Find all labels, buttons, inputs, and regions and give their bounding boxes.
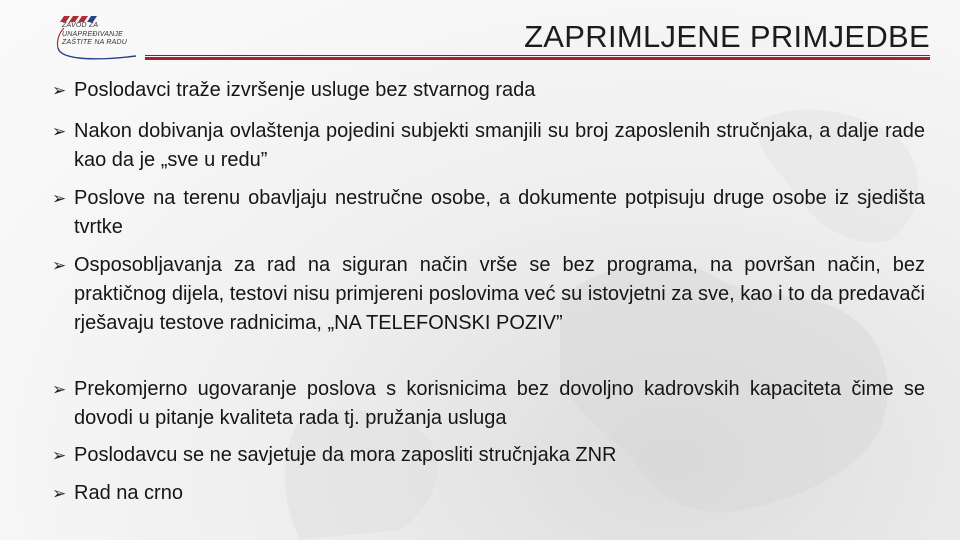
institute-logo: [56, 16, 138, 62]
bullet-text: Poslove na terenu obavljaju nestručne osobe, a dokumente potpisuju druge osobe iz sjedišta tvrtke: [74, 187, 925, 238]
arrow-bullet-icon: ➢: [52, 446, 67, 465]
arrow-bullet-icon: ➢: [52, 380, 67, 399]
list-item: [52, 441, 925, 470]
page-title: ZAPRIMLJENE PRIMJEDBE: [524, 19, 930, 54]
arrow-bullet-icon: ➢: [52, 256, 67, 275]
list-item: [52, 117, 925, 175]
arrow-bullet-icon: ➢: [52, 189, 67, 208]
list-item: [52, 251, 925, 338]
title-underline: [145, 55, 930, 61]
bullet-text: Prekomjerno ugovaranje poslova s korisnicima bez dovoljno kadrovskih kapaciteta čime se dovodi u pitanje kvaliteta rada tj. pružanja usluga: [74, 378, 925, 429]
arrow-bullet-icon: ➢: [52, 484, 67, 503]
logo-line-1: ZAVOD ZA: [62, 22, 99, 29]
list-item: [52, 375, 925, 433]
bullet-text: Poslodavcu se ne savjetuje da mora zaposliti stručnjaka ZNR: [74, 444, 617, 466]
bullet-text: Rad na crno: [74, 482, 183, 504]
logo-line-3: ZAŠTITE NA RADU: [62, 39, 127, 46]
arrow-bullet-icon: ➢: [52, 81, 67, 100]
bullet-text: Nakon dobivanja ovlaštenja pojedini subjekti smanjili su broj zaposlenih stručnjaka, a dalje rade kao da je „sve u redu”: [74, 120, 925, 171]
bullet-text: Osposobljavanja za rad na siguran način vrše se bez programa, na površan način, bez praktičnog dijela, testovi nisu primjereni poslovima već su istovjetni za sve, kao i to da predavači rješavaju testove radnicima, „NA TELEFONSKI POZIV”: [74, 254, 925, 334]
list-item: [52, 184, 925, 242]
arrow-bullet-icon: ➢: [52, 122, 67, 141]
logo-line-2: UNAPREĐIVANJE: [62, 30, 123, 38]
bullet-text: Poslodavci traže izvršenje usluge bez stvarnog rada: [74, 79, 536, 101]
list-item: [52, 76, 925, 105]
list-item: [52, 479, 925, 508]
